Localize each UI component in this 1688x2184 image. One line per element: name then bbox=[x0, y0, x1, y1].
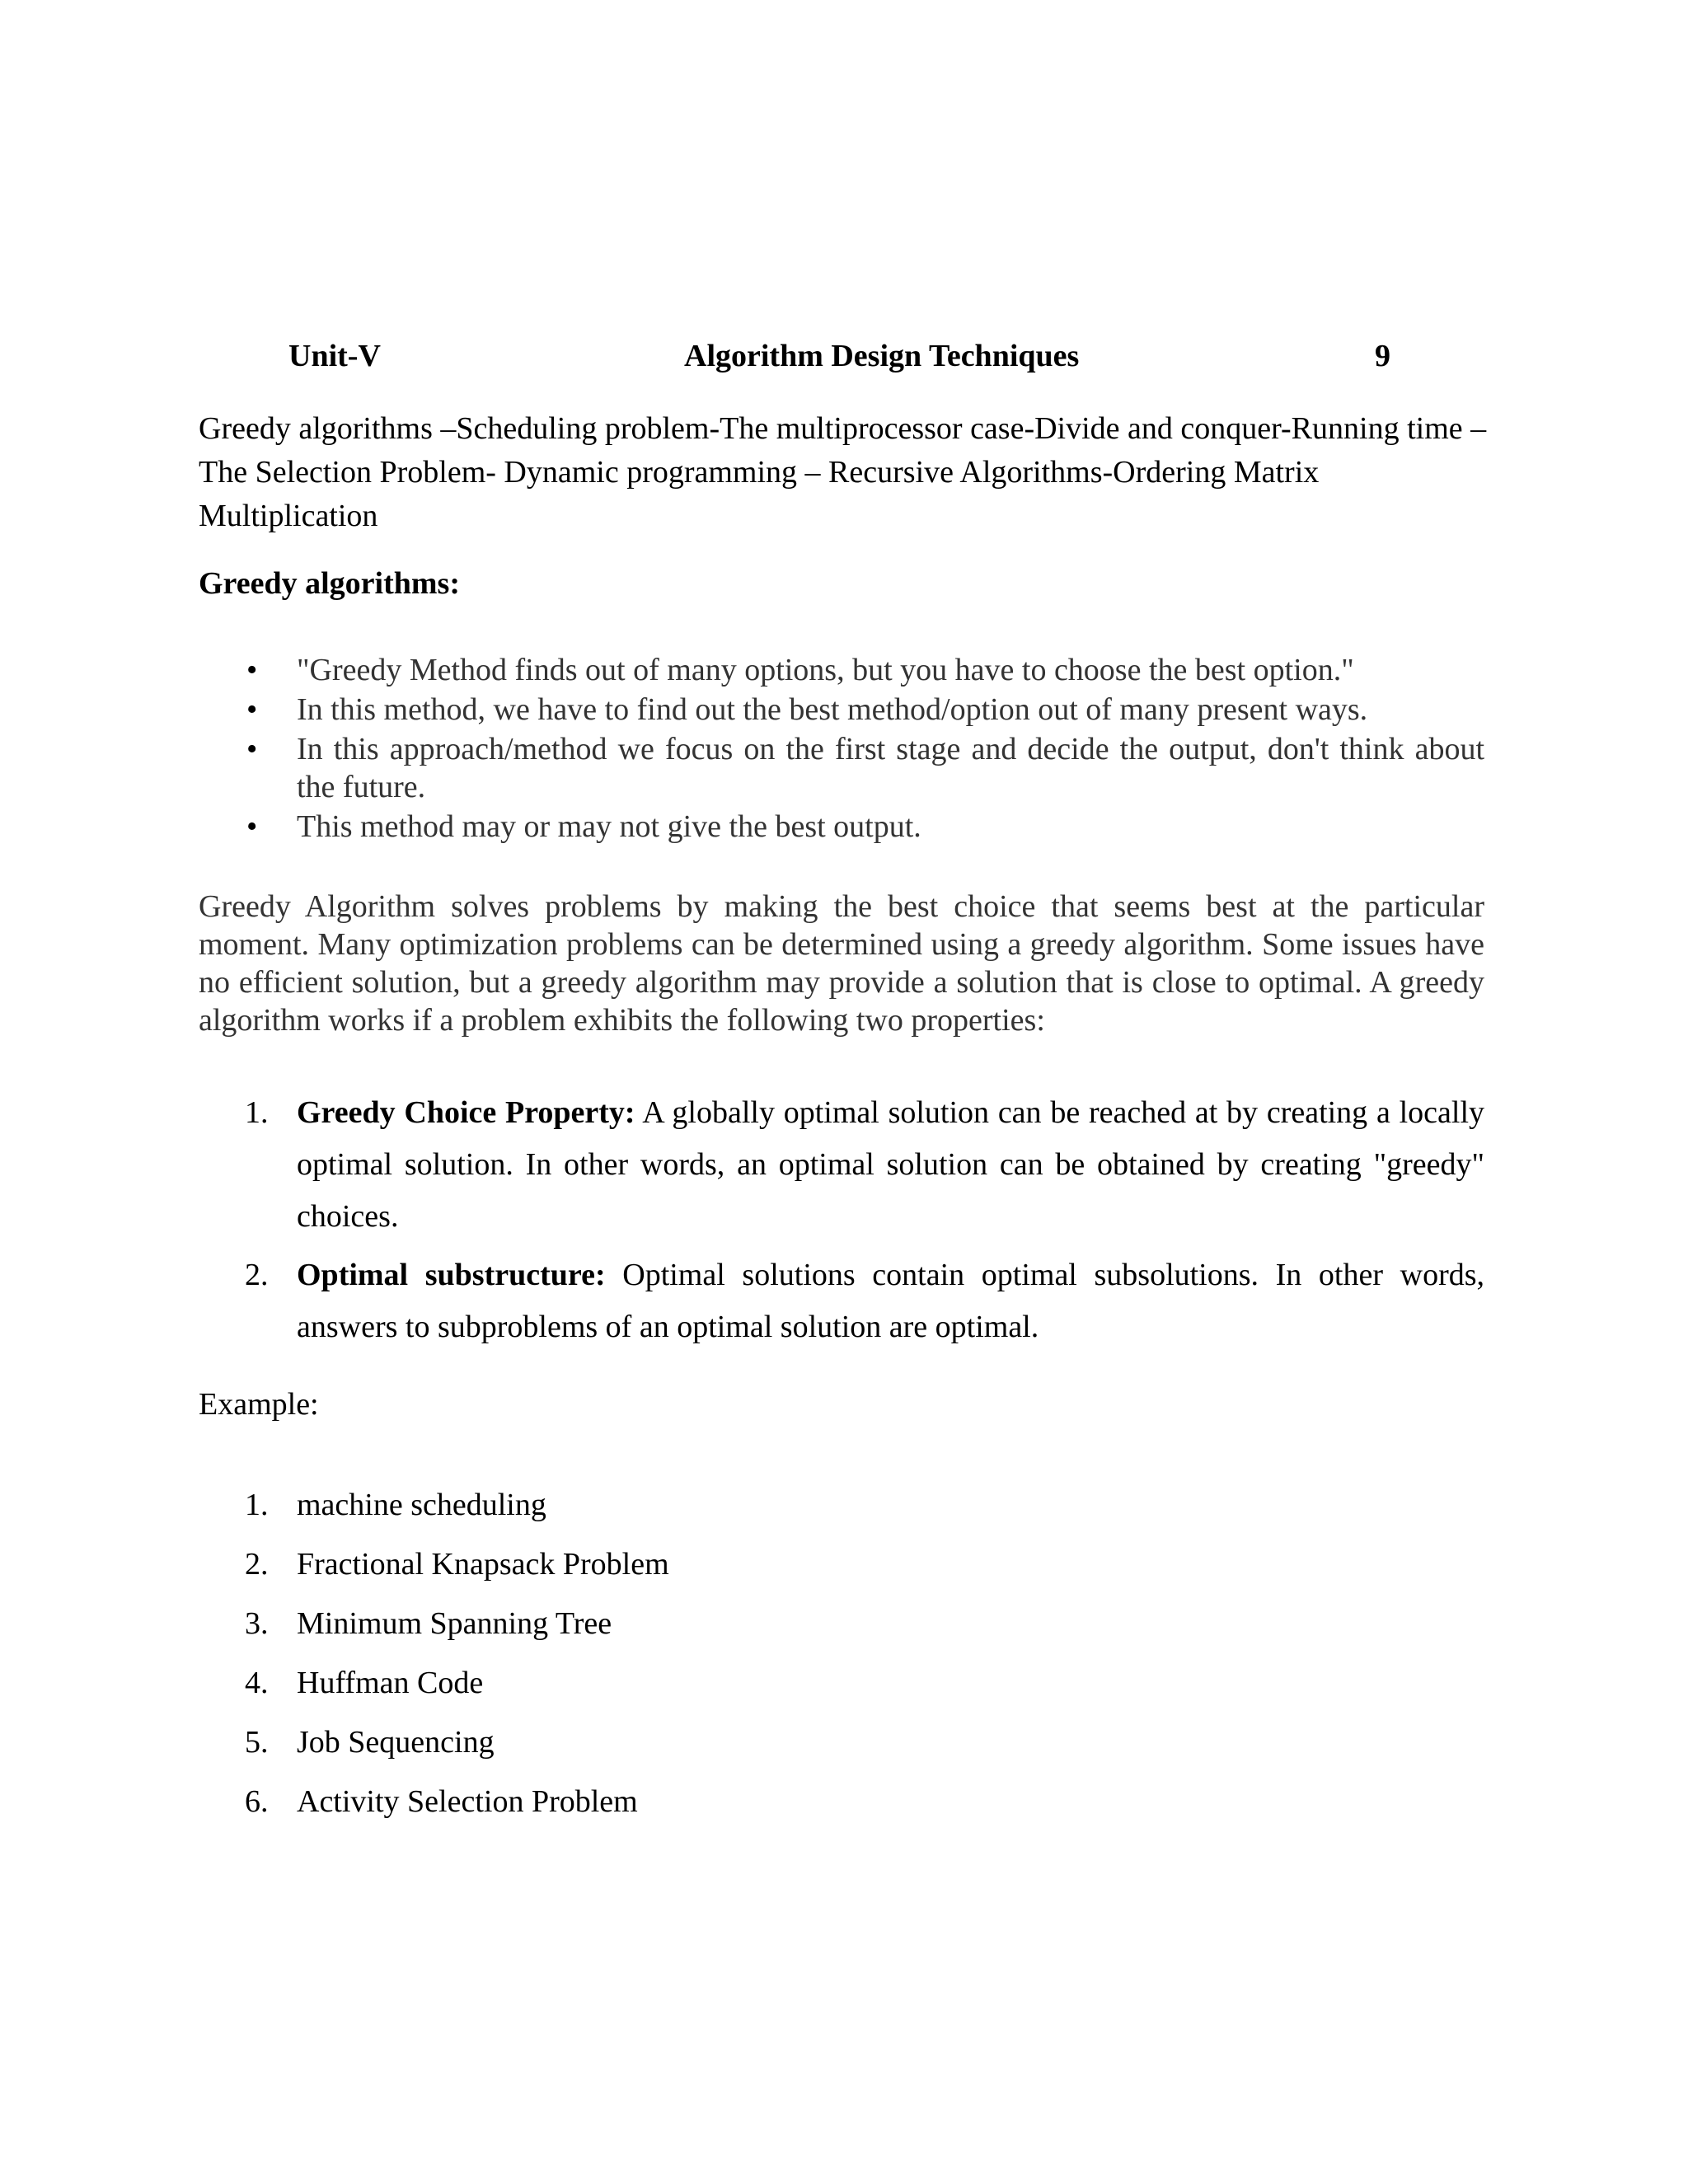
unit-title: Algorithm Design Techniques bbox=[684, 339, 1080, 373]
example-text: Fractional Knapsack Problem bbox=[297, 1547, 669, 1582]
property-term: Greedy Choice Property: bbox=[297, 1095, 635, 1130]
example-text: Activity Selection Problem bbox=[297, 1784, 638, 1819]
example-number: 2. bbox=[245, 1547, 269, 1582]
example-item bbox=[199, 1772, 669, 1831]
unit-number: Unit-V bbox=[288, 339, 381, 373]
example-text: Job Sequencing bbox=[297, 1725, 495, 1760]
unit-header bbox=[0, 338, 1688, 379]
intro-paragraph: Greedy Algorithm solves problems by making the best choice that seems best at the particular moment. Many optimization problems can be determined using a greedy algorithm. Some issues have no efficient solution, but a greedy algorithm may provide a solution that is close to optimal. A greedy algorithm works if a problem exhibits the following two properties: bbox=[199, 889, 1484, 1038]
example-item bbox=[199, 1535, 669, 1594]
syllabus-text: Greedy algorithms –Scheduling problem-The multiprocessor case-Divide and conquer-Running time –The Selection Problem- Dynamic programming – Recursive Algorithms-Ordering Matrix Multiplication bbox=[199, 411, 1487, 533]
property-term: Optimal substructure: bbox=[297, 1258, 606, 1292]
example-number: 5. bbox=[245, 1725, 269, 1760]
bullet-icon: • bbox=[246, 692, 258, 727]
bullet-icon: • bbox=[246, 653, 258, 687]
section-heading: Greedy algorithms: bbox=[199, 566, 460, 601]
bullet-item: • "Greedy Method finds out of many options, but you have to choose the best option." bbox=[246, 653, 1354, 687]
example-text: machine scheduling bbox=[297, 1488, 546, 1522]
property-item bbox=[199, 1087, 1484, 1243]
properties-list bbox=[199, 1087, 1484, 1360]
examples-list bbox=[199, 1475, 669, 1831]
bullet-icon: • bbox=[246, 732, 258, 766]
property-number: 2. bbox=[245, 1258, 269, 1292]
example-number: 3. bbox=[245, 1606, 269, 1641]
property-text: A globally optimal solution can be reached at by creating a locally optimal solution. In other words, an optimal solution can be obtained by creating "greedy" choices. bbox=[297, 1095, 1485, 1234]
example-number: 6. bbox=[245, 1784, 269, 1819]
property-number: 1. bbox=[245, 1095, 269, 1130]
property-text: Optimal solutions contain optimal subsolutions. In other words, answers to subproblems of an optimal solution are optimal. bbox=[297, 1258, 1485, 1344]
example-label: Example: bbox=[199, 1387, 319, 1422]
example-item bbox=[199, 1475, 669, 1535]
example-text: Huffman Code bbox=[297, 1666, 484, 1700]
example-number: 4. bbox=[245, 1666, 269, 1700]
example-text: Minimum Spanning Tree bbox=[297, 1606, 612, 1641]
bullet-item: • In this method, we have to find out the best method/option out of many present ways. bbox=[246, 692, 1368, 727]
property-item bbox=[199, 1249, 1484, 1353]
bullet-icon: • bbox=[246, 809, 258, 844]
bullet-item: • In this approach/method we focus on the first stage and decide the output, don't think about the future. bbox=[246, 732, 1484, 804]
example-number: 1. bbox=[245, 1488, 269, 1522]
bullet-item: • This method may or may not give the best output. bbox=[246, 809, 921, 844]
bullet-list bbox=[199, 651, 1484, 847]
unit-hours: 9 bbox=[1375, 339, 1390, 373]
example-item bbox=[199, 1594, 669, 1653]
example-item bbox=[199, 1713, 669, 1772]
example-item bbox=[199, 1653, 669, 1713]
